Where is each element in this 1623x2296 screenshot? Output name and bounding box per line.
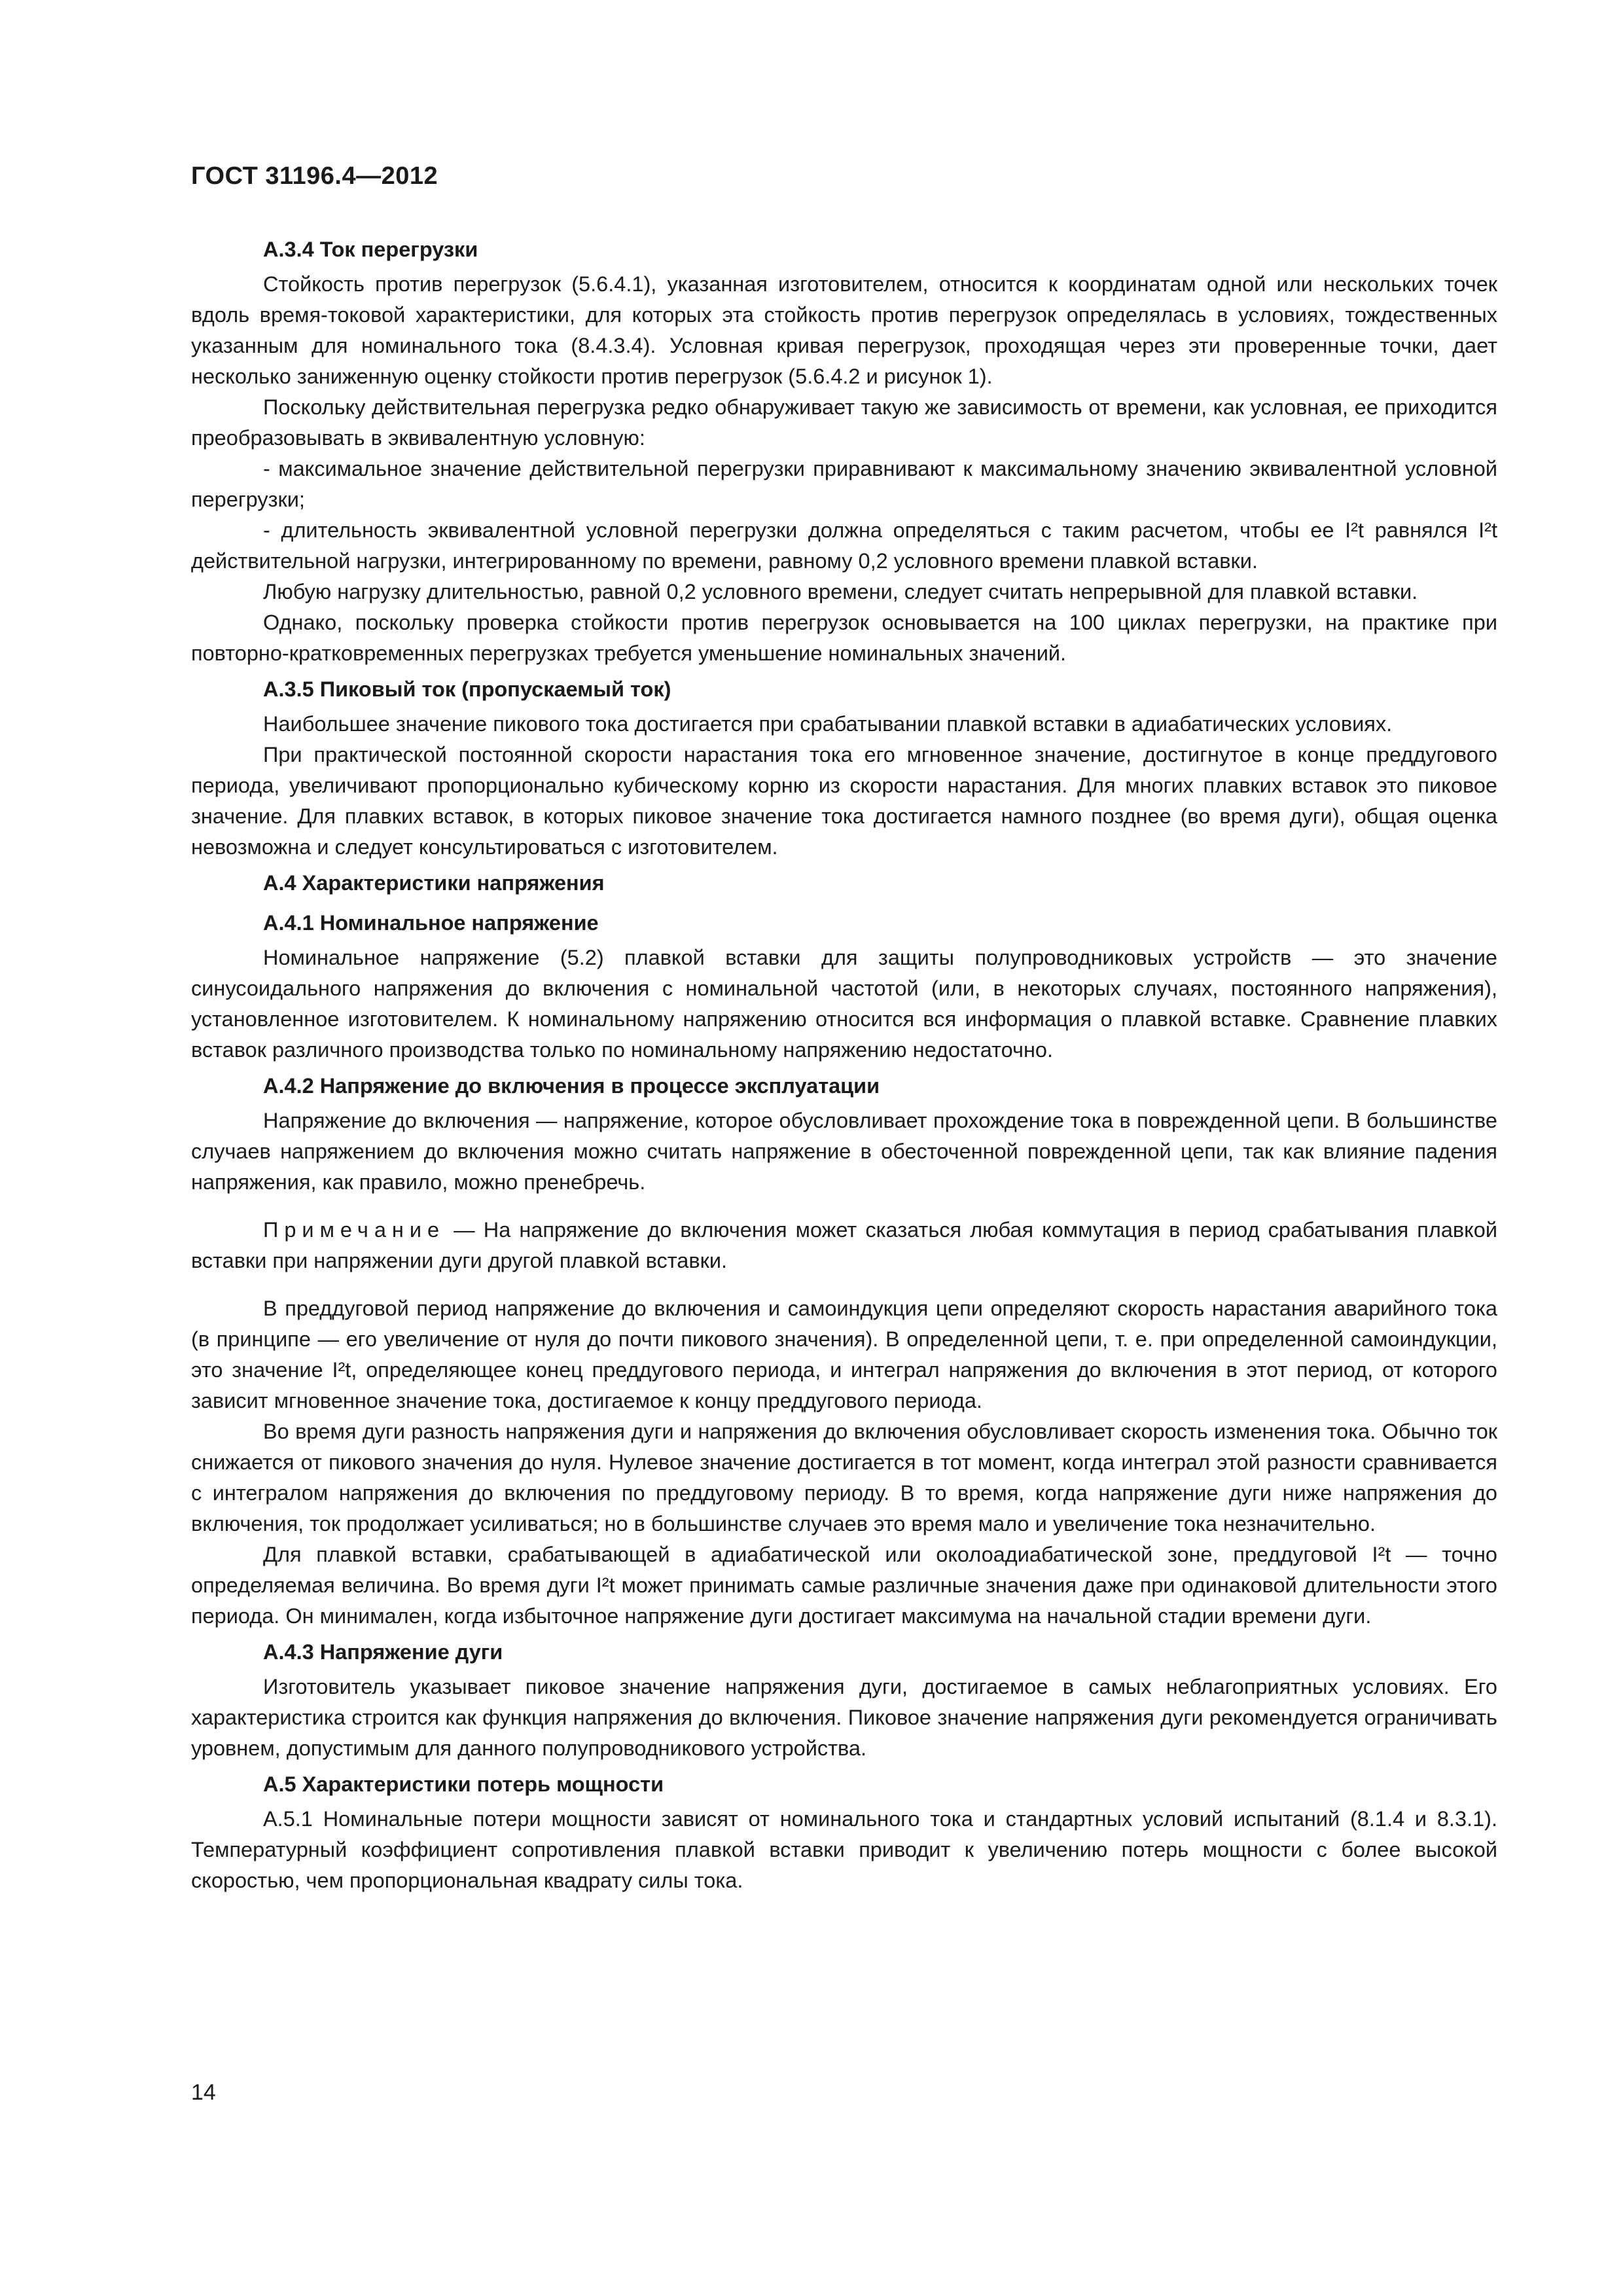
section-title-a42: А.4.2 Напряжение до включения в процессе эксплуатации — [263, 1074, 880, 1098]
section-title-a41: А.4.1 Номинальное напряжение — [263, 911, 599, 935]
paragraph: При практической постоянной скорости нарастания тока его мгновенное значение, достигнутое в конце преддугового периода, увеличивают пропорционально кубическому корню из скорости нарастания. Для многих плавких вставок это пиковое значение. Для плавких вставок, в которых пиковое значение тока достигается намного позднее (во время дуги), общая оценка невозможна и следует консультироваться с изготовителем. — [191, 743, 1497, 859]
paragraph: Поскольку действительная перегрузка редко обнаруживает такую же зависимость от времени, как условная, ее приходится преобразовывать в эквивалентную условную: — [191, 395, 1497, 450]
page-number: 14 — [191, 2080, 216, 2105]
paragraph: Стойкость против перегрузок (5.6.4.1), указанная изготовителем, относится к координатам одной или нескольких точек вдоль время-токовой характеристики, для которых эта стойкость против перегрузок определялась в условиях, тождественных указанным для номинального тока (8.4.3.4). Условная кривая перегрузок, проходящая через эти проверенные точки, дает несколько заниженную оценку стойкости против перегрузок (5.6.4.2 и рисунок 1). — [191, 272, 1497, 388]
paragraph: Для плавкой вставки, срабатывающей в адиабатической или околоадиабатической зоне, преддуговой I²t — точно определяемая величина. Во время дуги I²t может принимать самые различные значения даже при одинаковой длительности этого периода. Он минимален, когда избыточное напряжение дуги достигает максимума на начальной стадии времени дуги. — [191, 1543, 1497, 1628]
paragraph: Любую нагрузку длительностью, равной 0,2 условного времени, следует считать непрерывной для плавкой вставки. — [263, 580, 1418, 603]
paragraph: Наибольшее значение пикового тока достигается при срабатывании плавкой вставки в адиабатических условиях. — [263, 712, 1393, 736]
paragraph: Изготовитель указывает пиковое значение напряжения дуги, достигаемое в самых неблагоприятных условиях. Его характеристика строится как функция напряжения до включения. Пиковое значение напряжения дуги рекомендуется ограничивать уровнем, допустимым для данного полупроводникового устройства. — [191, 1675, 1497, 1760]
paragraph: А.5.1 Номинальные потери мощности зависят от номинального тока и стандартных условий испытаний (8.1.4 и 8.3.1). Температурный коэффициент сопротивления плавкой вставки приводит к увеличению потерь мощности с более высокой скоростью, чем пропорциональная квадрату силы тока. — [191, 1807, 1497, 1892]
section-title-a4: А.4 Характеристики напряжения — [263, 871, 605, 895]
paragraph: Во время дуги разность напряжения дуги и напряжения до включения обусловливает скорость изменения тока. Обычно ток снижается от пикового значения до нуля. Нулевое значение достигается в тот момент, когда интеграл этой разности сравнивается с интегралом напряжения до включения по преддуговому периоду. В то время, когда напряжение дуги ниже напряжения до включения, ток продолжает усиливаться; но в большинстве случаев это время мало и увеличение тока незначительно. — [191, 1420, 1497, 1535]
document-body — [191, 229, 1497, 1896]
note-text: — На напряжение до включения может сказаться любая коммутация в период срабатывания плавкой вставки при напряжении дуги другой плавкой вставки. — [191, 1218, 1497, 1272]
note — [191, 1215, 1497, 1276]
section-title-a5: А.5 Характеристики потерь мощности — [263, 1772, 664, 1796]
paragraph: Номинальное напряжение (5.2) плавкой вставки для защиты полупроводниковых устройств — это значение синусоидального напряжения до включения с номинальной частотой (или, в некоторых случаях, постоянного напряжения), установленное изготовителем. К номинальному напряжению относится вся информация о плавкой вставке. Сравнение плавких вставок различного производства только по номинальному напряжению недостаточно. — [191, 946, 1497, 1062]
note-label: Примечание — [263, 1218, 446, 1242]
paragraph: В преддуговой период напряжение до включения и самоиндукция цепи определяют скорость нарастания аварийного тока (в принципе — его увеличение от нуля до почти пикового значения). В определенной цепи, т. е. при определенной самоиндукции, это значение I²t, определяющее конец преддугового периода, и интеграл напряжения до включения в этот период, от которого зависит мгновенное значение тока, достигаемое к концу преддугового периода. — [191, 1297, 1497, 1412]
list-item: - максимальное значение действительной перегрузки приравнивают к максимальному значению эквивалентной условной перегрузки; — [191, 457, 1497, 511]
section-title-a35: А.3.5 Пиковый ток (пропускаемый ток) — [263, 677, 671, 701]
paragraph: Однако, поскольку проверка стойкости против перегрузок основывается на 100 циклах перегрузки, на практике при повторно-кратковременных перегрузках требуется уменьшение номинальных значений. — [191, 611, 1497, 665]
section-title-a34: А.3.4 Ток перегрузки — [263, 238, 478, 261]
paragraph: Напряжение до включения — напряжение, которое обусловливает прохождение тока в поврежденной цепи. В большинстве случаев напряжением до включения можно считать напряжение в обесточенной поврежденной цепи, так как влияние падения напряжения, как правило, можно пренебречь. — [191, 1109, 1497, 1194]
section-title-a43: А.4.3 Напряжение дуги — [263, 1640, 503, 1664]
list-item: - длительность эквивалентной условной перегрузки должна определяться с таким расчетом, чтобы ее I²t равнялся I²t действительной нагрузки, интегрированному по времени, равному 0,2 условного времени плавкой вставки. — [191, 518, 1497, 573]
document-code: ГОСТ 31196.4—2012 — [191, 162, 438, 190]
